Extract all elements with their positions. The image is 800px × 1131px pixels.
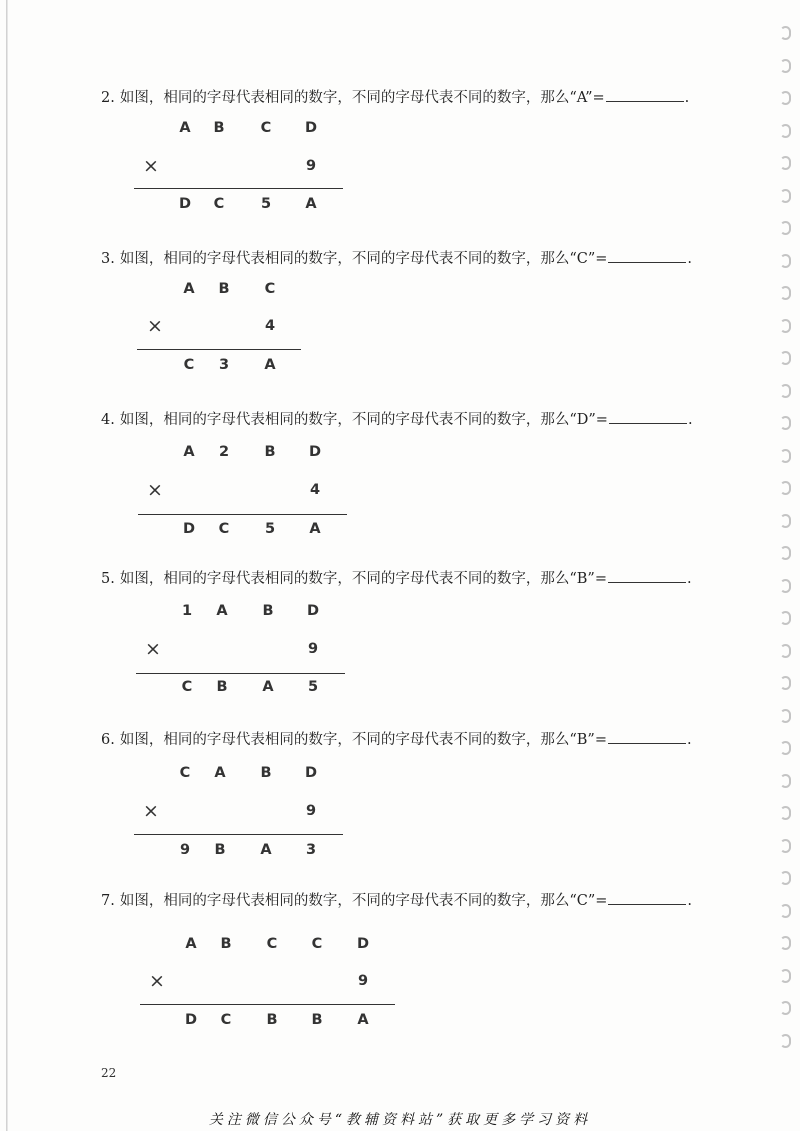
binder-ring (780, 936, 791, 950)
multiplier-digit: 9 (357, 973, 369, 989)
product-rule (136, 673, 345, 674)
multiplicand-digit: C (266, 936, 278, 952)
answer-blank[interactable] (608, 567, 686, 583)
product-digit: D (184, 1012, 198, 1028)
binder-ring (780, 221, 791, 235)
multiplier-digit: 4 (264, 318, 276, 334)
multiplicand-digit: A (216, 603, 228, 619)
product-digit: 9 (179, 842, 191, 858)
question-text: 如图，相同的字母代表相同的数字，不同的字母代表不同的数字，那么“D”= (119, 412, 608, 428)
question-text: 如图，相同的字母代表相同的数字，不同的字母代表不同的数字，那么“C”= (119, 893, 608, 909)
binder-ring (780, 806, 791, 820)
times-sign: × (143, 155, 159, 177)
product-digit: A (309, 521, 321, 537)
binder-ring (780, 449, 791, 463)
footer-watermark: 关注微信公众号“教辅资料站”获取更多学习资料 (208, 1112, 592, 1128)
multiplicand-digit: B (264, 444, 276, 460)
binder-ring (780, 59, 791, 73)
multiplicand-digit: C (264, 281, 276, 297)
binder-ring (780, 416, 791, 430)
question-text: 如图，相同的字母代表相同的数字，不同的字母代表不同的数字，那么“A”= (119, 90, 605, 106)
multiplicand-digit: A (183, 281, 195, 297)
question-line (101, 567, 692, 590)
multiplicand-row (0, 277, 800, 301)
question-text: 如图，相同的字母代表相同的数字，不同的字母代表不同的数字，那么“C”= (119, 251, 608, 267)
question-number: 4. (101, 412, 115, 428)
product-digit: B (216, 679, 228, 695)
product-digit: D (182, 521, 196, 537)
product-digit: C (220, 1012, 232, 1028)
multiplicand-digit: 1 (181, 603, 193, 619)
times-sign: × (143, 800, 159, 822)
question-number: 5. (101, 571, 115, 587)
product-digit: A (264, 357, 276, 373)
product-row (0, 838, 800, 862)
multiplier-row (0, 637, 800, 661)
multiplicand-digit: B (262, 603, 274, 619)
binder-ring (780, 969, 791, 983)
product-digit: C (183, 357, 195, 373)
multiplicand-digit: A (179, 120, 191, 136)
binder-ring (780, 1034, 791, 1048)
binder-ring (780, 611, 791, 625)
product-digit: A (305, 196, 317, 212)
binder-ring (780, 774, 791, 788)
question-number: 3. (101, 251, 115, 267)
product-digit: B (311, 1012, 323, 1028)
product-rule (138, 514, 347, 515)
question-number: 7. (101, 893, 115, 909)
binder-ring (780, 579, 791, 593)
product-digit: A (262, 679, 274, 695)
question-line (101, 408, 693, 431)
binder-rings (778, 26, 800, 1086)
answer-blank[interactable] (609, 408, 687, 424)
multiplicand-digit: 2 (218, 444, 230, 460)
product-row (0, 353, 800, 377)
multiplicand-digit: D (304, 120, 318, 136)
binder-ring (780, 254, 791, 268)
question-line (101, 889, 692, 912)
question-number: 6. (101, 732, 115, 748)
question-period: . (684, 90, 690, 106)
binder-ring (780, 384, 791, 398)
product-rule (137, 349, 301, 350)
binder-ring (780, 124, 791, 138)
multiplier-digit: 9 (305, 803, 317, 819)
product-rule (134, 834, 343, 835)
binder-ring (780, 91, 791, 105)
product-digit: A (260, 842, 272, 858)
multiplier-row (0, 969, 800, 993)
binder-ring (780, 189, 791, 203)
multiplicand-digit: D (356, 936, 370, 952)
answer-blank[interactable] (606, 86, 684, 102)
times-sign: × (147, 479, 163, 501)
multiplicand-digit: A (183, 444, 195, 460)
multiplicand-digit: D (304, 765, 318, 781)
multiplicand-row (0, 599, 800, 623)
binder-ring (780, 319, 791, 333)
binder-ring (780, 481, 791, 495)
question-line (101, 247, 692, 270)
binder-ring (780, 1001, 791, 1015)
question-period: . (687, 893, 693, 909)
question-period: . (686, 732, 692, 748)
multiplicand-row (0, 440, 800, 464)
binder-ring (780, 26, 791, 40)
binder-ring (780, 839, 791, 853)
multiplicand-digit: B (260, 765, 272, 781)
times-sign: × (149, 970, 165, 992)
question-text: 如图，相同的字母代表相同的数字，不同的字母代表不同的数字，那么“B”= (119, 732, 607, 748)
binder-ring (780, 351, 791, 365)
answer-blank[interactable] (608, 889, 686, 905)
product-row (0, 675, 800, 699)
product-digit: C (218, 521, 230, 537)
binder-ring (780, 546, 791, 560)
question-period: . (687, 251, 693, 267)
multiplier-row (0, 154, 800, 178)
multiplier-digit: 9 (305, 158, 317, 174)
page-number: 22 (101, 1066, 117, 1080)
multiplicand-row (0, 116, 800, 140)
multiplicand-digit: D (306, 603, 320, 619)
question-text: 如图，相同的字母代表相同的数字，不同的字母代表不同的数字，那么“B”= (119, 571, 607, 587)
multiplicand-row (0, 932, 800, 956)
product-digit: A (357, 1012, 369, 1028)
binder-ring (780, 676, 791, 690)
product-digit: B (214, 842, 226, 858)
product-digit: C (213, 196, 225, 212)
product-digit: 5 (307, 679, 319, 695)
multiplicand-digit: B (220, 936, 232, 952)
multiplier-digit: 9 (307, 641, 319, 657)
binder-ring (780, 156, 791, 170)
product-digit: 3 (218, 357, 230, 373)
product-digit: 5 (260, 196, 272, 212)
product-rule (140, 1004, 395, 1005)
binder-ring (780, 644, 791, 658)
binder-ring (780, 741, 791, 755)
answer-blank[interactable] (608, 728, 686, 744)
question-period: . (687, 412, 693, 428)
times-sign: × (147, 315, 163, 337)
binder-ring (780, 709, 791, 723)
binder-ring (780, 904, 791, 918)
multiplier-row (0, 314, 800, 338)
question-number: 2. (101, 90, 115, 106)
multiplier-digit: 4 (309, 482, 321, 498)
binder-ring (780, 286, 791, 300)
multiplier-row (0, 478, 800, 502)
binder-ring (780, 514, 791, 528)
multiplicand-digit: C (260, 120, 272, 136)
binder-ring (780, 871, 791, 885)
question-line (101, 728, 692, 751)
product-digit: 3 (305, 842, 317, 858)
multiplicand-digit: B (218, 281, 230, 297)
times-sign: × (145, 638, 161, 660)
product-digit: B (266, 1012, 278, 1028)
multiplicand-digit: C (311, 936, 323, 952)
product-digit: C (181, 679, 193, 695)
multiplicand-digit: D (308, 444, 322, 460)
multiplicand-row (0, 761, 800, 785)
question-line (101, 86, 689, 109)
product-rule (134, 188, 343, 189)
multiplier-row (0, 799, 800, 823)
product-row (0, 517, 800, 541)
multiplicand-digit: B (213, 120, 225, 136)
product-row (0, 1008, 800, 1032)
product-digit: D (178, 196, 192, 212)
answer-blank[interactable] (608, 247, 686, 263)
multiplicand-digit: C (179, 765, 191, 781)
question-period: . (686, 571, 692, 587)
product-digit: 5 (264, 521, 276, 537)
multiplicand-digit: A (185, 936, 197, 952)
product-row (0, 192, 800, 216)
multiplicand-digit: A (214, 765, 226, 781)
